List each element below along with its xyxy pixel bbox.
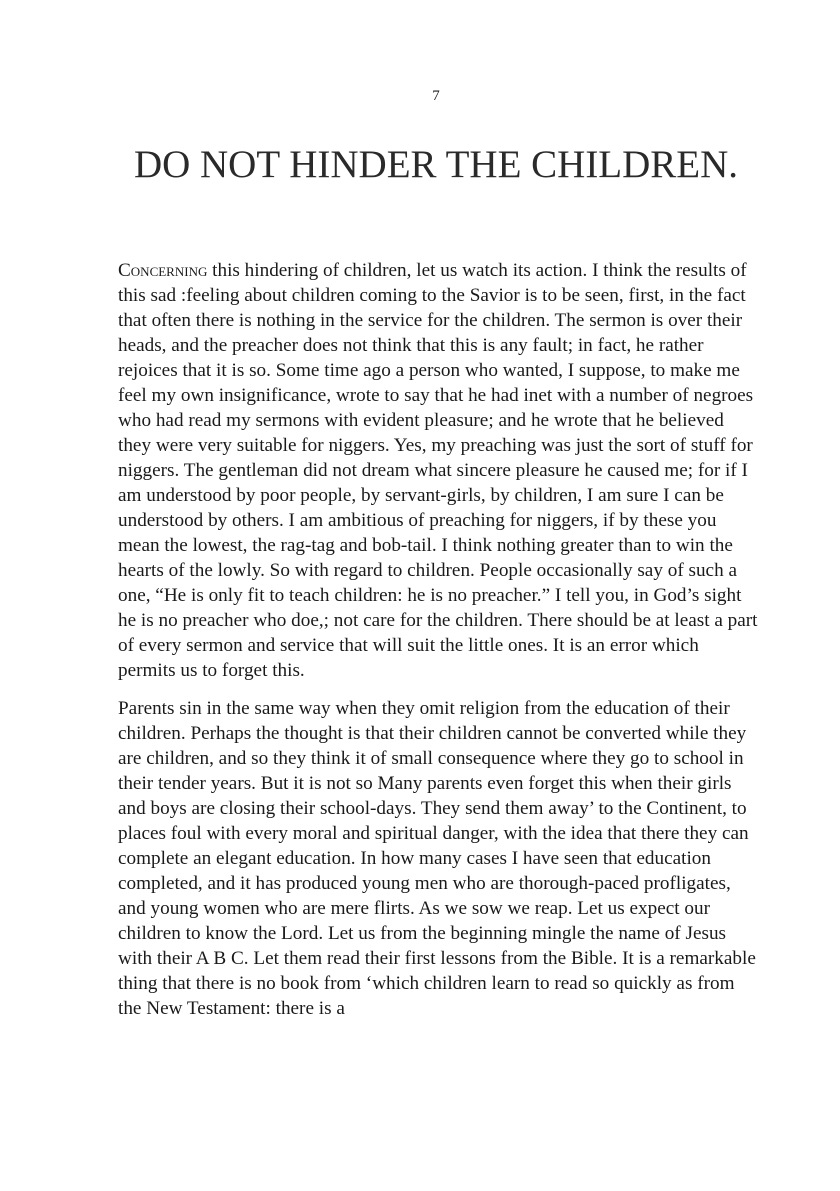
paragraph-lead-word: Concerning — [118, 260, 208, 281]
paragraph-2 — [118, 696, 758, 1021]
chapter-title: DO NOT HINDER THE CHILDREN. — [133, 143, 739, 186]
paragraph-2-text: Parents sin in the same way when they omit religion from the education of their children. Perhaps the thought is that their children cannot be converted while they are children, and so they think it of small consequence where they go to school in their tender years. But it is not so Many parents even forget this when their girls and boys are closing their school-days. They send them away’ to the Continent, to places foul with every moral and spiritual danger, with the idea that there they can complete an elegant education. In how many cases I have seen that education completed, and it has produced young men who are thorough-paced profligates, and young women who are mere flirts. As we sow we reap. Let us expect our children to know the Lord. Let us from the beginning mingle the name of Jesus with their A B C. Let them read their first lessons from the Bible. It is a remarkable thing that there is no book from ‘which children learn to read so quickly as from the New Testament: there is a — [118, 698, 756, 1019]
paragraph-1 — [118, 258, 758, 683]
page-number: 7 — [432, 88, 440, 104]
paragraph-1-text: this hindering of children, let us watch its action. I think the results of this sad :feeling about children coming to the Savior is to be seen, first, in the fact that often there is nothing in the service for the children. The sermon is over their heads, and the preacher does not think that this is any fault; in fact, he rather rejoices that it is so. Some time ago a person who wanted, I suppose, to make me feel my own insignificance, wrote to say that he had inet with a number of negroes who had read my sermons with evident pleasure; and he wrote that he believed they were very suitable for niggers. Yes, my preaching was just the sort of stuff for niggers. The gentleman did not dream what sincere pleasure he caused me; for if I am understood by poor people, by servant-girls, by children, I am sure I can be understood by others. I am ambitious of preaching for niggers, if by these you mean the lowest, the rag-tag and bob-tail. I think nothing greater than to win the hearts of the lowly. So with regard to children. People occasionally say of such a one, “He is only fit to teach children: he is no preacher.” I tell you, in God’s sight he is no preacher who doe,; not care for the children. There should be at least a part of every sermon and service that will suit the little ones. It is an error which permits us to forget this. — [118, 260, 758, 681]
body-text — [118, 258, 758, 1034]
